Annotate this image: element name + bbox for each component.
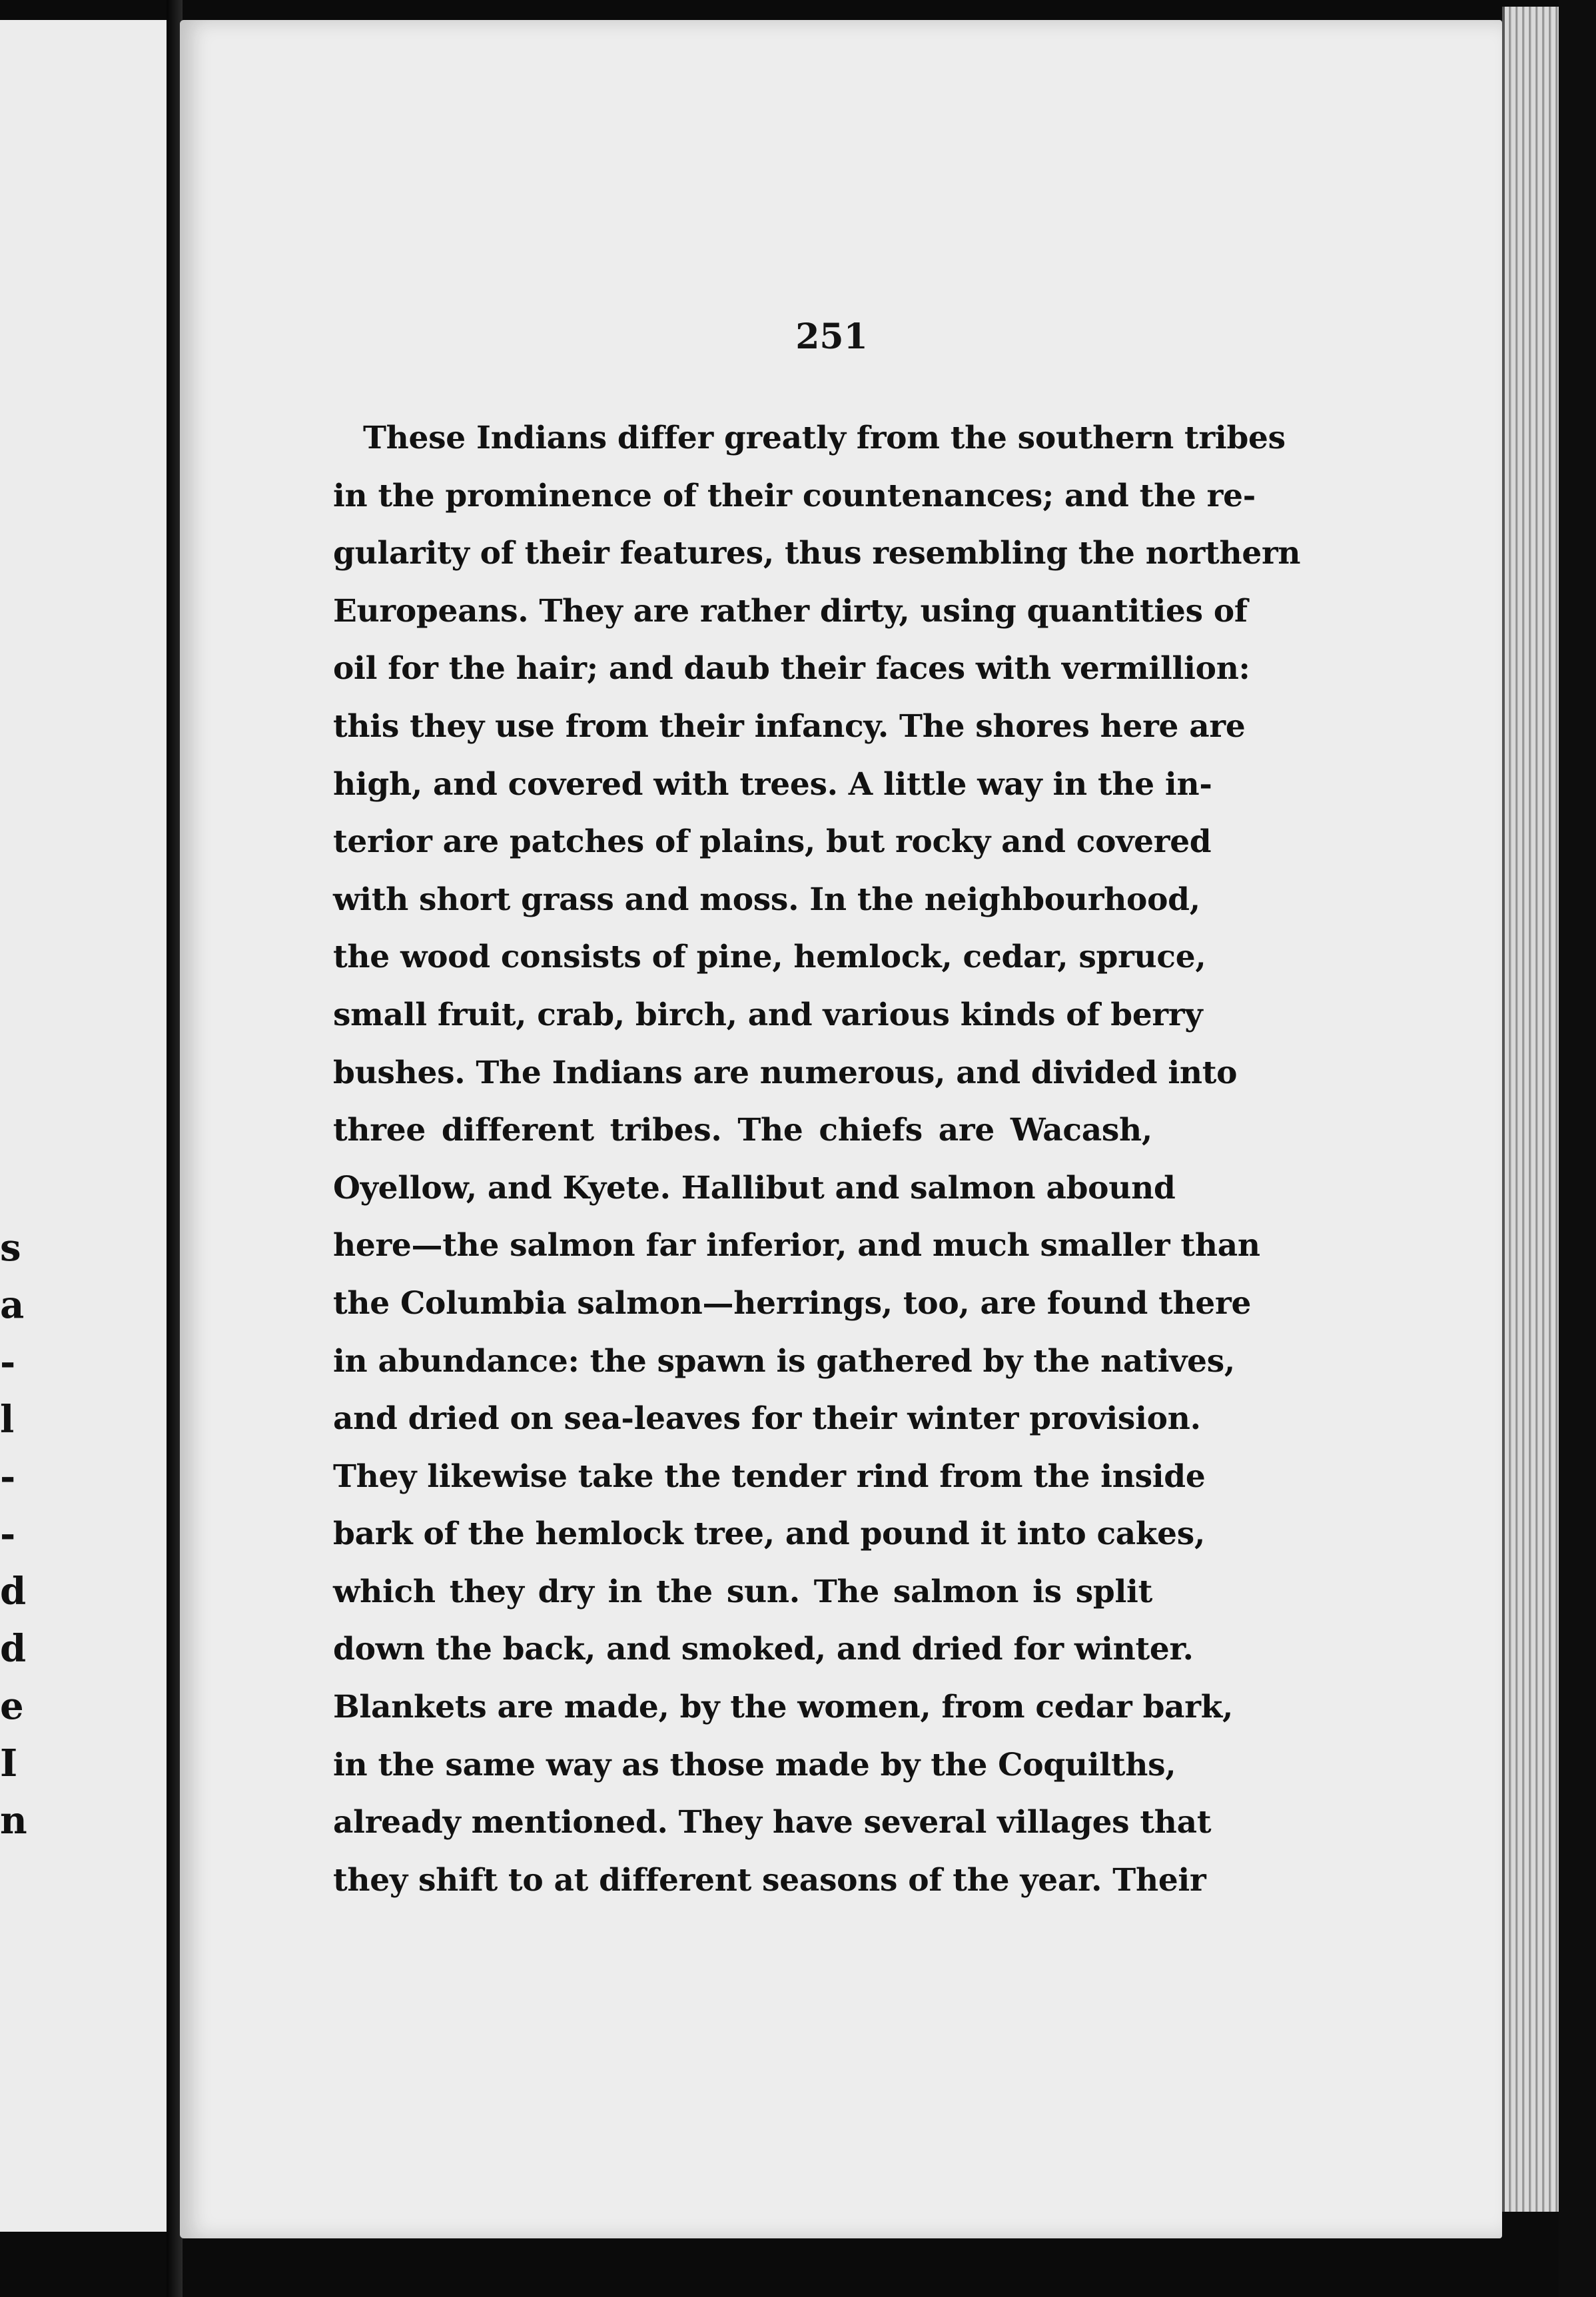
text-line: the wood consists of pine, hemlock, cedar, spruce, bbox=[333, 939, 1206, 976]
left-fragment: n bbox=[0, 1799, 27, 1843]
text-line: they shift to at different seasons of the year. Their bbox=[333, 1861, 1206, 1899]
text-line: Blankets are made, by the women, from cedar bark, bbox=[333, 1689, 1234, 1726]
text-line: already mentioned. They have several villages that bbox=[333, 1804, 1212, 1841]
text-line: down the back, and smoked, and dried for winter. bbox=[333, 1631, 1194, 1668]
text-line: here—the salmon far inferior, and much smaller than bbox=[333, 1227, 1260, 1264]
left-fragment: - bbox=[0, 1512, 16, 1556]
text-line: high, and covered with trees. A little way in the in- bbox=[333, 765, 1212, 803]
left-fragment: a bbox=[0, 1283, 25, 1327]
left-page-edge bbox=[0, 20, 171, 2232]
text-line: in abundance: the spawn is gathered by the natives, bbox=[333, 1342, 1235, 1380]
text-line: with short grass and moss. In the neighbourhood, bbox=[333, 881, 1200, 918]
text-line: in the same way as those made by the Coquilths, bbox=[333, 1746, 1176, 1783]
text-line: bushes. The Indians are numerous, and divided into bbox=[333, 1054, 1238, 1091]
left-page-text-fragments bbox=[0, 1219, 27, 1849]
left-fragment: l bbox=[0, 1398, 15, 1442]
text-line: terior are patches of plains, but rocky and covered bbox=[333, 823, 1212, 861]
body-text bbox=[333, 410, 1301, 1909]
text-line: These Indians differ greatly from the southern tribes bbox=[363, 420, 1286, 456]
text-line: which they dry in the sun. The salmon is split bbox=[333, 1573, 1152, 1610]
text-line: They likewise take the tender rind from the inside bbox=[333, 1458, 1206, 1495]
text-line: Europeans. They are rather dirty, using quantities of bbox=[333, 592, 1248, 630]
text-line: the Columbia salmon—herrings, too, are found there bbox=[333, 1284, 1252, 1322]
text-line: small fruit, crab, birch, and various kinds of berry bbox=[333, 996, 1203, 1033]
text-line: oil for the hair; and daub their faces with vermillion: bbox=[333, 650, 1250, 688]
text-line: and dried on sea-leaves for their winter provision. bbox=[333, 1400, 1201, 1438]
left-fragment: d bbox=[0, 1627, 27, 1671]
text-line: this they use from their infancy. The shores here are bbox=[333, 707, 1246, 745]
left-fragment: I bbox=[0, 1741, 18, 1785]
left-fragment: - bbox=[0, 1340, 16, 1384]
right-page-edges bbox=[1502, 7, 1561, 2212]
left-fragment: s bbox=[0, 1226, 21, 1270]
text-line: gularity of their features, thus resembling the northern bbox=[333, 535, 1301, 572]
main-page bbox=[180, 20, 1502, 2238]
text-line: Oyellow, and Kyete. Hallibut and salmon abound bbox=[333, 1169, 1176, 1206]
left-fragment: - bbox=[0, 1455, 16, 1499]
text-line: three different tribes. The chiefs are Wacash, bbox=[333, 1112, 1152, 1149]
scan-background-right bbox=[1559, 0, 1596, 2297]
text-line: in the prominence of their countenances; and the re- bbox=[333, 477, 1256, 514]
left-fragment: d bbox=[0, 1570, 27, 1613]
left-fragment: e bbox=[0, 1684, 24, 1728]
text-line: bark of the hemlock tree, and pound it into cakes, bbox=[333, 1516, 1206, 1553]
page-number: 251 bbox=[795, 316, 868, 357]
